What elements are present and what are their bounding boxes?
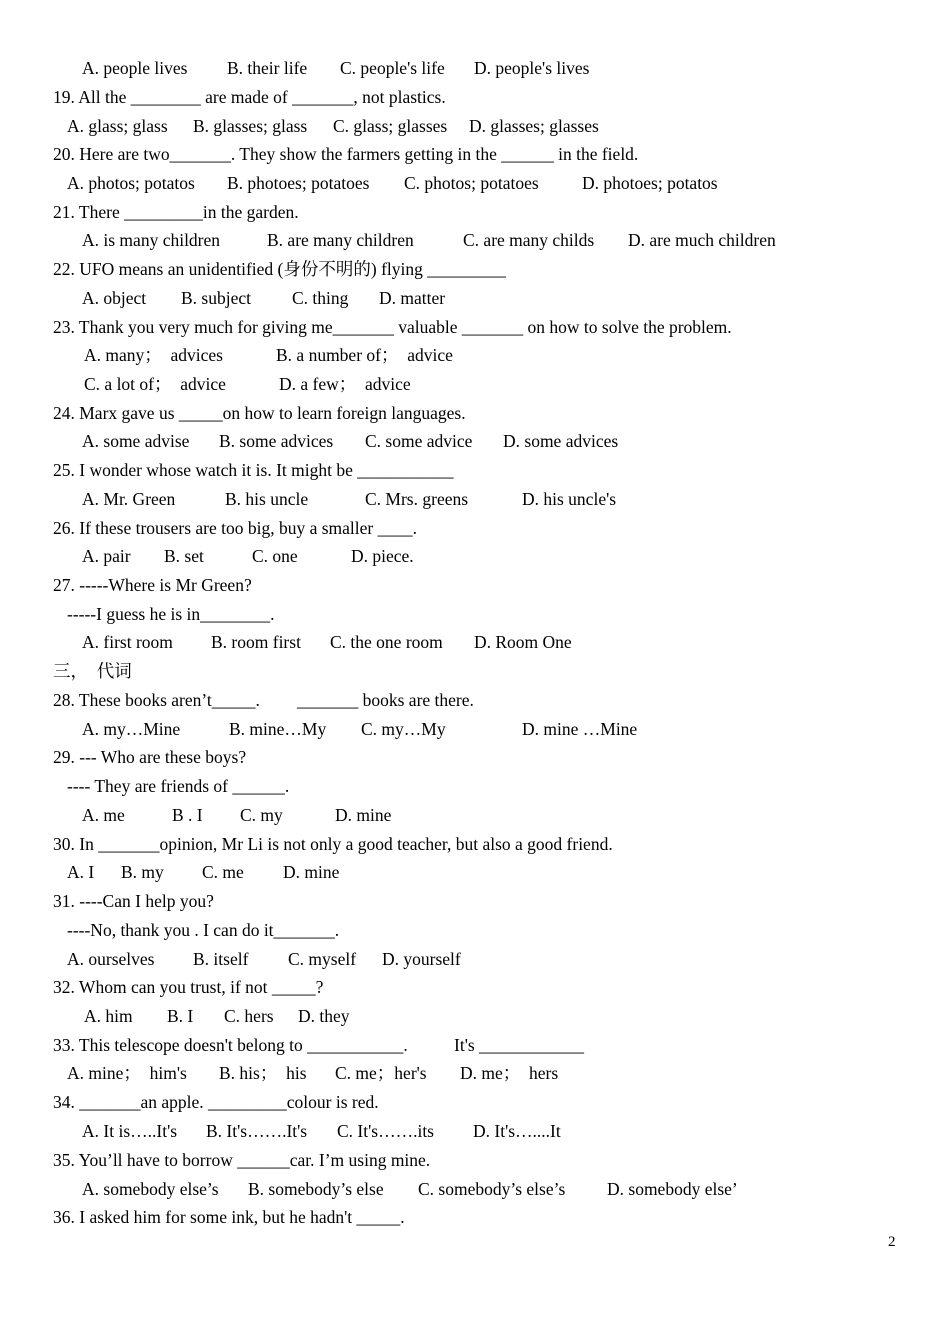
question-line (0, 571, 252, 599)
option: C. me；her's (335, 1063, 427, 1083)
question-text: 20. Here are two_______. They show the farmers getting in the ______ in the field. (53, 144, 639, 164)
option: A. mine； him's (67, 1063, 187, 1083)
option: C. It's…….its (337, 1121, 434, 1141)
options-line (0, 858, 340, 886)
options-line (0, 628, 572, 656)
question-line (0, 686, 474, 714)
question-line (0, 1031, 585, 1059)
option: D. they (298, 1006, 350, 1026)
question-line (0, 140, 639, 168)
option: C. thing (292, 288, 349, 308)
option: B. are many children (267, 230, 414, 250)
option: B. my (121, 862, 164, 882)
dialogue-text: ---- They are friends of ______. (67, 776, 290, 796)
option: D. mine (335, 805, 392, 825)
option: C. glass; glasses (333, 116, 448, 136)
question-text: 24. Marx gave us _____on how to learn foreign languages. (53, 403, 466, 423)
option: C. my (240, 805, 283, 825)
options-line (0, 341, 453, 369)
option: B. some advices (219, 431, 334, 451)
option: B. It's…….It's (206, 1121, 308, 1141)
option: A. ourselves (67, 949, 155, 969)
question-line (0, 887, 214, 915)
page-number: 2 (888, 1234, 896, 1250)
options-line (0, 1059, 559, 1087)
question-text: 27. -----Where is Mr Green? (53, 575, 252, 595)
option: A. It is…..It's (82, 1121, 178, 1141)
question-line (0, 1146, 431, 1174)
option: B. a number of； advice (276, 345, 453, 365)
option: C. photos; potatoes (404, 173, 539, 193)
question-line (0, 1203, 405, 1231)
question-text: 33. This telescope doesn't belong to ___________. (53, 1035, 408, 1055)
option: C. the one room (330, 632, 443, 652)
option: C. Mrs. greens (365, 489, 469, 509)
question-text: 19. All the ________ are made of _______, not plastics. (53, 87, 446, 107)
option: B. mine…My (229, 719, 327, 739)
options-line (0, 542, 414, 570)
option: D. people's lives (474, 58, 590, 78)
options-line (0, 1002, 350, 1030)
option: D. matter (379, 288, 446, 308)
options-line (0, 945, 461, 973)
option: B . I (172, 805, 203, 825)
option: A. is many children (82, 230, 221, 250)
option: C. me (202, 862, 244, 882)
question-text: It's ____________ (454, 1035, 585, 1055)
option: B. photoes; potatoes (227, 173, 370, 193)
question-text: 23. Thank you very much for giving me_______ valuable _______ on how to solve the problem. (53, 317, 732, 337)
option: B. itself (193, 949, 249, 969)
question-line (0, 83, 446, 111)
question-line (0, 743, 247, 771)
question-text: 30. In _______opinion, Mr Li is not only a good teacher, but also a good friend. (53, 834, 613, 854)
option: B. subject (181, 288, 251, 308)
option: A. many； advices (84, 345, 223, 365)
question-line (0, 456, 454, 484)
question-line (0, 514, 418, 542)
question-text: 36. I asked him for some ink, but he hadn't _____. (53, 1207, 405, 1227)
option: B. his； his (219, 1063, 307, 1083)
option: D. somebody else’ (607, 1179, 738, 1199)
question-line (0, 255, 507, 283)
question-text: 28. These books aren’t_____. (53, 690, 260, 710)
option: A. first room (82, 632, 173, 652)
option: D. mine (283, 862, 340, 882)
option: B. his uncle (225, 489, 309, 509)
question-line (0, 973, 324, 1001)
option: A. photos; potatos (67, 173, 195, 193)
option: C. people's life (340, 58, 445, 78)
option: B. their life (227, 58, 308, 78)
options-line (0, 1117, 561, 1145)
option: D. a few； advice (279, 374, 411, 394)
options-line (0, 54, 590, 82)
question-text: 21. There _________in the garden. (53, 202, 299, 222)
option: D. his uncle's (522, 489, 617, 509)
option: A. him (84, 1006, 133, 1026)
option: D. It's…....It (473, 1121, 561, 1141)
option: A. I (67, 862, 95, 882)
option: B. room first (211, 632, 301, 652)
option: A. me (82, 805, 125, 825)
option: C. some advice (365, 431, 473, 451)
question-text: 26. If these trousers are too big, buy a smaller ____. (53, 518, 418, 538)
question-text: 22. UFO means an unidentified (身份不明的) flying _________ (53, 259, 507, 279)
option: C. hers (224, 1006, 274, 1026)
question-text: _______ books are there. (297, 690, 474, 710)
option: C. myself (288, 949, 357, 969)
option: D. mine …Mine (522, 719, 638, 739)
option: D. some advices (503, 431, 619, 451)
option: D. glasses; glasses (469, 116, 599, 136)
option: A. my…Mine (82, 719, 181, 739)
option: D. piece. (351, 546, 414, 566)
option: C. a lot of； advice (84, 374, 226, 394)
dialogue-line (0, 600, 275, 628)
question-line (0, 399, 466, 427)
option: C. somebody’s else’s (418, 1179, 566, 1199)
question-text: 29. --- Who are these boys? (53, 747, 247, 767)
options-line (0, 284, 446, 312)
option: B. I (167, 1006, 194, 1026)
options-line (0, 427, 619, 455)
options-line (0, 226, 776, 254)
option: A. glass; glass (67, 116, 168, 136)
options-line (0, 112, 599, 140)
options-line (0, 485, 617, 513)
question-line (0, 198, 299, 226)
question-text: 35. You’ll have to borrow ______car. I’m using mine. (53, 1150, 431, 1170)
question-text: 31. ----Can I help you? (53, 891, 214, 911)
option: B. set (164, 546, 204, 566)
question-line (0, 1088, 379, 1116)
option: A. Mr. Green (82, 489, 176, 509)
options-line (0, 801, 392, 829)
question-text: 32. Whom can you trust, if not _____? (53, 977, 324, 997)
option: D. me； hers (460, 1063, 559, 1083)
option: B. somebody’s else (248, 1179, 384, 1199)
option: C. are many childs (463, 230, 595, 250)
section-heading (0, 657, 132, 685)
option: A. some advise (82, 431, 190, 451)
option: D. are much children (628, 230, 776, 250)
option: D. Room One (474, 632, 572, 652)
option: D. yourself (382, 949, 461, 969)
option: C. one (252, 546, 298, 566)
option: A. people lives (82, 58, 188, 78)
question-text: 25. I wonder whose watch it is. It might be ___________ (53, 460, 454, 480)
question-text: 34. _______an apple. _________colour is red. (53, 1092, 379, 1112)
options-line (0, 169, 718, 197)
dialogue-line (0, 916, 340, 944)
option: A. object (82, 288, 147, 308)
question-line (0, 313, 732, 341)
option: C. my…My (361, 719, 446, 739)
option: A. somebody else’s (82, 1179, 219, 1199)
option: A. pair (82, 546, 131, 566)
dialogue-text: -----I guess he is in________. (67, 604, 275, 624)
dialogue-text: ----No, thank you . I can do it_______. (67, 920, 340, 940)
options-line (0, 1175, 738, 1203)
question-line (0, 830, 613, 858)
options-line (0, 715, 638, 743)
option: D. photoes; potatos (582, 173, 718, 193)
options-line (0, 370, 411, 398)
section-title: 三， 代词 (53, 661, 132, 681)
dialogue-line (0, 772, 290, 800)
option: B. glasses; glass (193, 116, 308, 136)
